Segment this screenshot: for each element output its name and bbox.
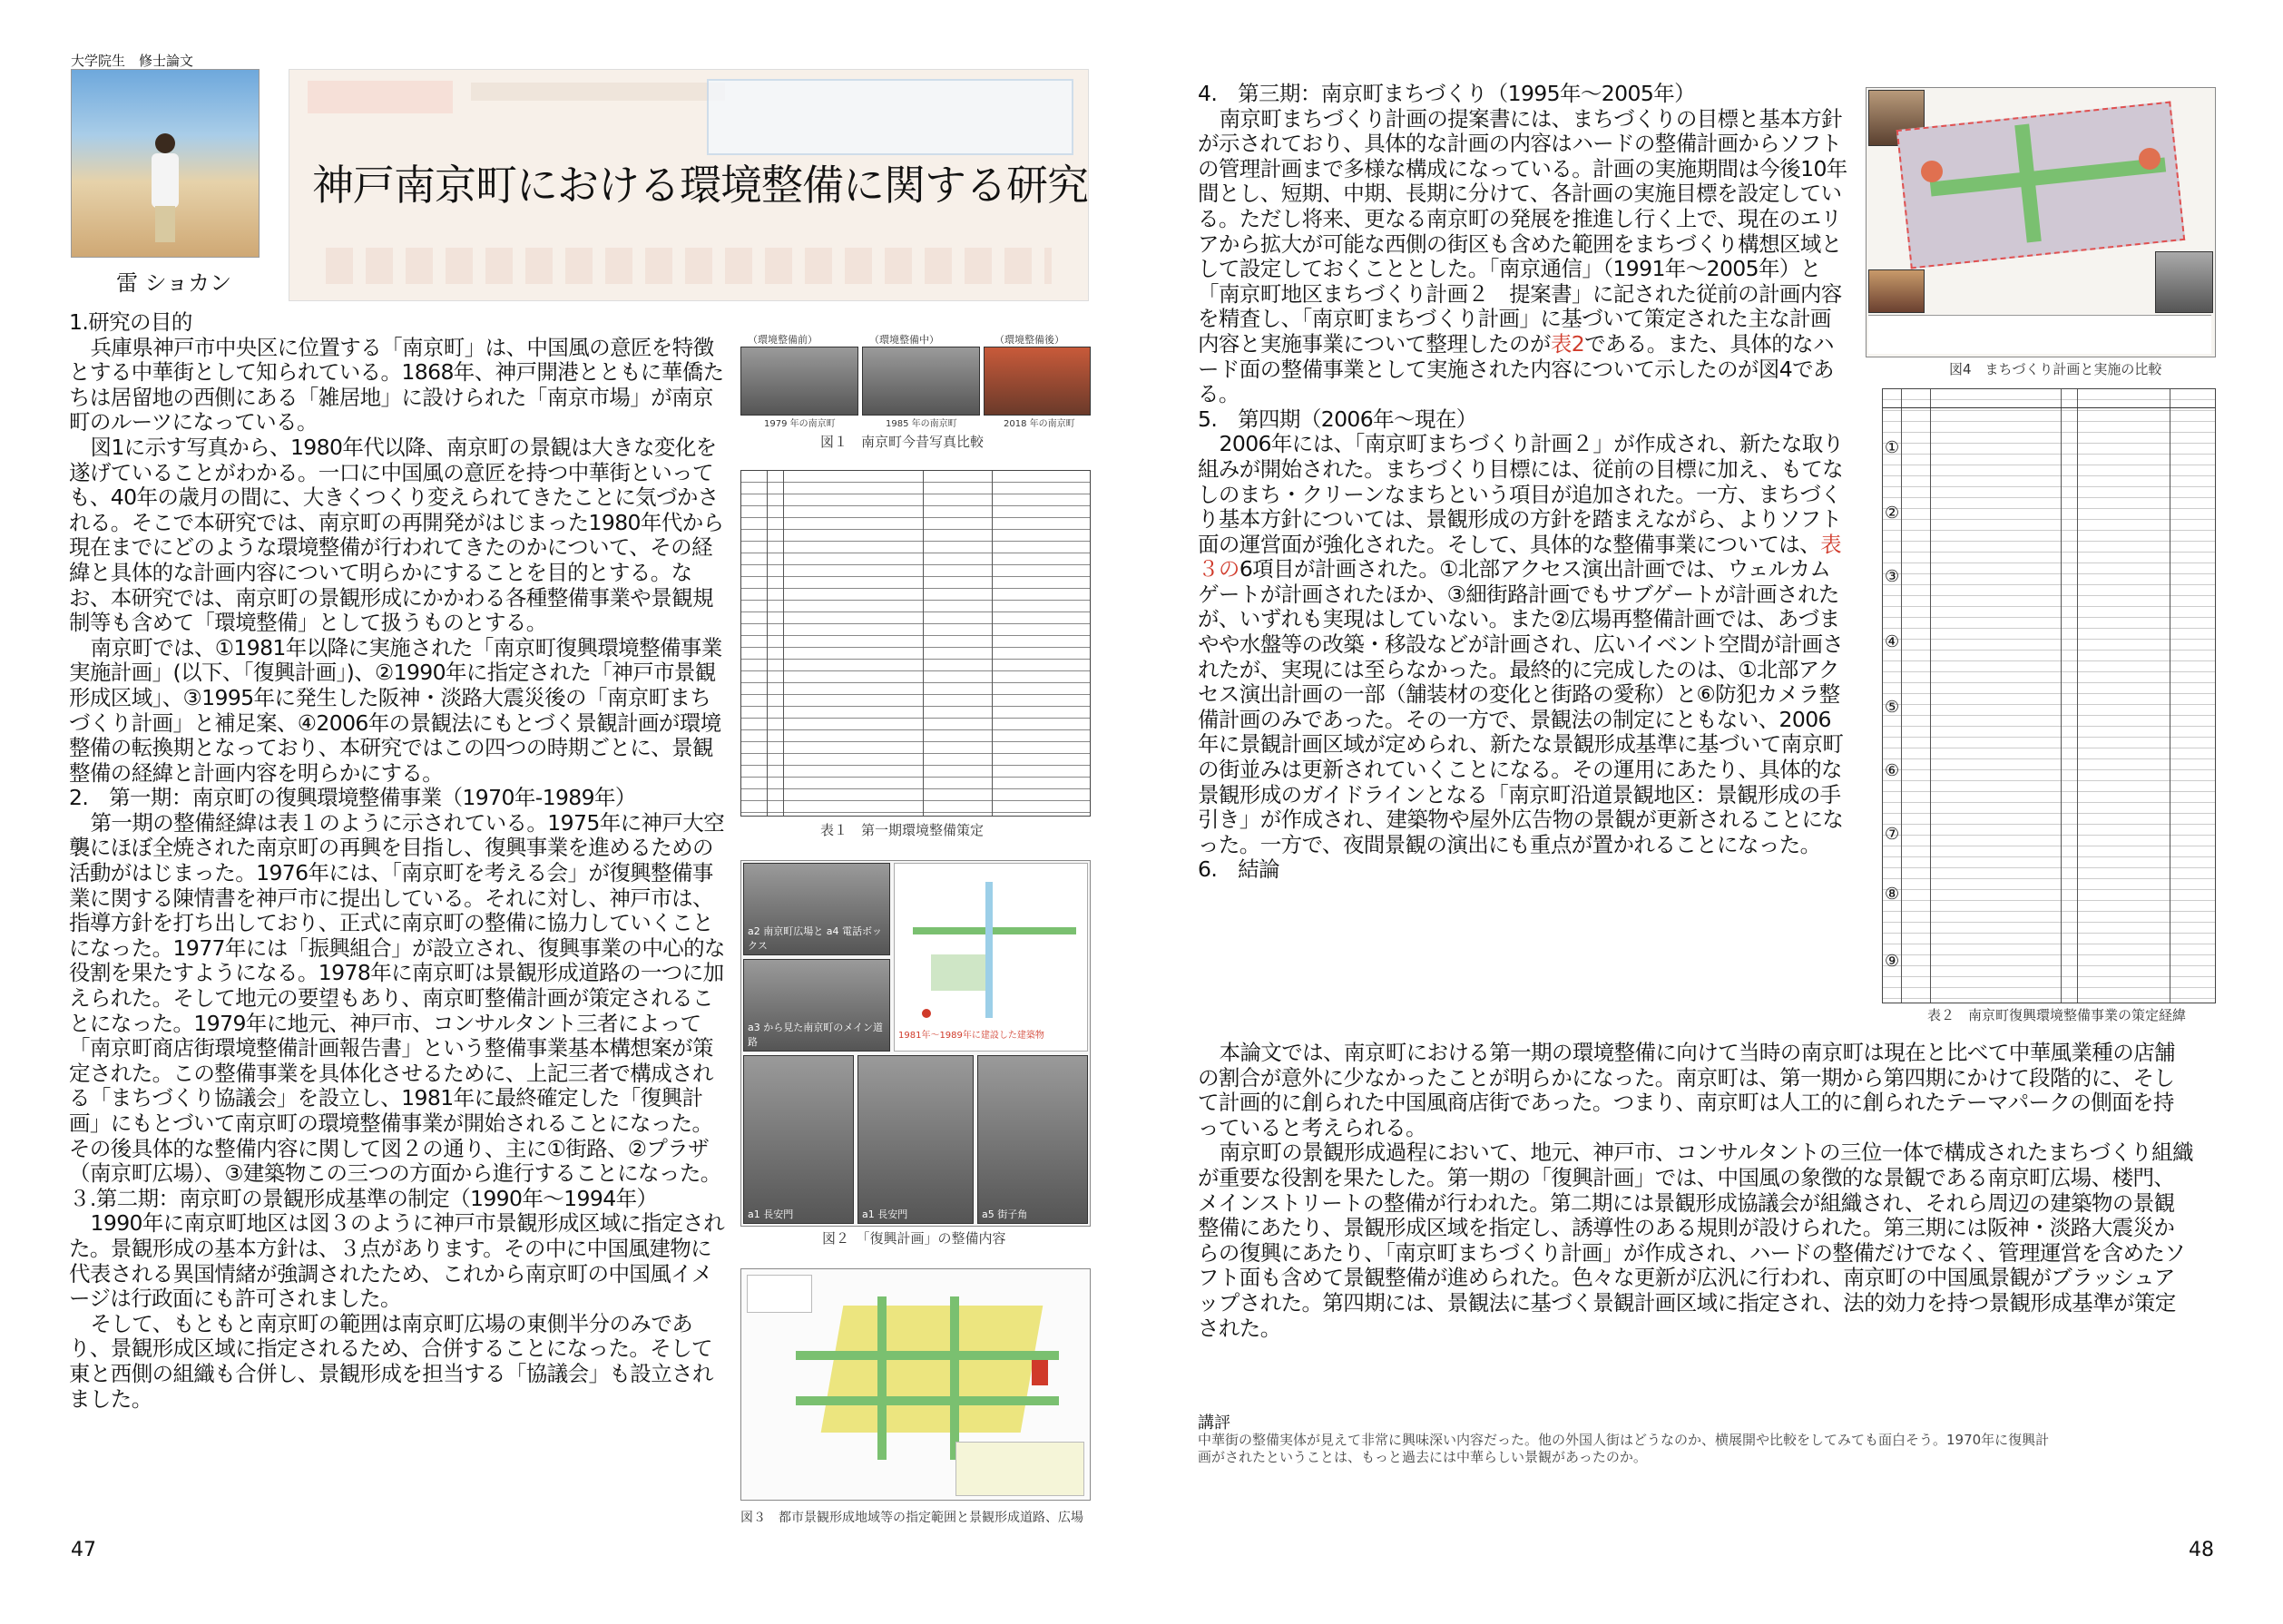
author-name: 雷 ショカン xyxy=(116,270,232,296)
page-title: 神戸南京町における環境整備に関する研究 xyxy=(312,161,1088,210)
fig3-caption: 図３ 都市景観形成地域等の指定範囲と景観形成道路、広場 xyxy=(740,1511,1083,1525)
table2-row-2: ② xyxy=(1885,504,1900,523)
table2-row-6: ⑥ xyxy=(1885,761,1900,780)
section-heading: 2. 第一期：南京町の復興環境整備事業（1970年-1989年） xyxy=(69,785,636,811)
fig2-label-a1: a1 長安門 xyxy=(748,1208,794,1220)
author-photo xyxy=(71,69,260,258)
fig2-panel xyxy=(740,860,1091,1227)
section-heading: ３.第二期：南京町の景観形成基準の制定（1990年～1994年） xyxy=(69,1185,658,1211)
table2-row-8: ⑧ xyxy=(1885,885,1900,904)
review-text: 中華街の整備実体が見えて非常に興味深い内容だった。他の外国人街はどうなのか、横展開や比較をしてみても面白そう。1970年に復興計画がされたということは、もっと過去には中華らしい景観があったのか。 xyxy=(1198,1432,2050,1465)
fig4-panel xyxy=(1866,87,2216,357)
paragraph: 南京町まちづくり計画の提案書には、まちづくりの目標と基本方針が示されており、具体的な計画の内容はハードの整備計画からソフトの管理計画まで多様な構成になっている。計画の実施期間は今後10年間とし、短期、中期、長期に分けて、各計画の実施目標を設定している。ただし将来、更なる南京町の発展を推進し行く上で、現在のエリアから拡大が可能な西側の街区も含めた範囲をまちづくり構想区域として設定しておくこととした。「南京通信」（1991年～2005年）と「南京町地区まちづくり計画２ 提案書」に記された従前の計画内容を精査し、「南京町まちづくり計画」に基づいて策定された主な計画内容と実施事業について整理したのが表2である。また、具体的なハード面の整備事業として実施された内容について示したのが図4である。 xyxy=(1198,105,1847,407)
review-heading: 講評 xyxy=(1198,1414,1230,1433)
section-heading: 5. 第四期（2006年～現在） xyxy=(1198,406,1477,432)
paragraph: 南京町では、①1981年以降に実施された「南京町復興環境整備事業実施計画」(以下、「復興計画」)、②1990年に指定された「神戸市景観形成区域」、③1995年に発生した阪神・淡路大震災後の「南京町まちづくり計画」と補足案、④2006年の景観法にもとづく景観計画が環境整備の転換期となっており、本研究ではこの四つの時期ごとに、景観整備の経緯と計画内容を明らかにする。 xyxy=(69,634,722,786)
paragraph: 南京町の景観形成過程において、地元、神戸市、コンサルタントの三位一体で構成されたまちづくり組織が重要な役割を果たした。第一期の「復興計画」では、中国風の象徴的な景観である南京町広場、楼門、メインストリートの整備が行われた。第二期には景観形成協議会が組織され、それら周辺の建築物の景観整備にあたり、景観形成区域を指定し、誘導性のある規則が設けられた。第三期には阪神・淡路大震災からの復興にあたり、「南京町まちづくり計画」が作成され、ハードの整備だけでなく、管理運営を含めたソフト面も含めて景観整備が進められた。色々な更新が広汎に行われ、南京町の中国風景観がブラッシュアップされた。第四期には、景観法に基づく景観計画区域に指定され、法的効力を持つ景観形成基準が策定された。 xyxy=(1198,1140,2193,1341)
fig1-label-2: 1985 年の南京町 xyxy=(886,419,957,429)
table2 xyxy=(1882,388,2216,1003)
category-label: 大学院生 修士論文 xyxy=(71,53,194,69)
fig4-caption: 図4 まちづくり計画と実施の比較 xyxy=(1949,361,2162,377)
fig1-head-1: （環境整備前） xyxy=(748,334,818,346)
paragraph: そして、もともと南京町の範囲は南京町広場の東側半分のみであり、景観形成区域に指定されるため、合併することになった。そして東と西側の組織も合併し、景観形成を担当する「協議会」も設立されました。 xyxy=(69,1310,713,1412)
right-body-top xyxy=(1198,82,1849,883)
paragraph: 兵庫県神戸市中央区に位置する「南京町」は、中国風の意匠を特徴とする中華街として知られている。1868年、神戸開港とともに華僑たちは居留地の西側にある「雑居地」に設けられた「南京市場」が南京町のルーツになっている。 xyxy=(69,334,724,435)
fig2-label-a1b: a1 長安門 xyxy=(862,1208,908,1220)
fig2-legend: 1981年～1989年に建設した建築物 xyxy=(898,1031,1044,1041)
table2-row-5: ⑤ xyxy=(1885,698,1900,717)
section-heading: 4. 第三期：南京町まちづくり（1995年～2005年） xyxy=(1198,81,1695,106)
left-body xyxy=(69,310,726,1412)
table1-caption: 表１ 第一期環境整備策定 xyxy=(820,822,985,838)
fig1-head-3: （環境整備後） xyxy=(995,334,1064,346)
table2-row-4: ④ xyxy=(1885,632,1900,651)
fig1-head-2: （環境整備中） xyxy=(869,334,939,346)
paragraph: 第一期の整備経緯は表１のように示されている。1975年に神戸大空襲にほぼ全焼された南京町の再興を目指し、復興事業を進めるための活動がはじまった。1976年には、「南京町を考える会」が復興整備事業に関する陳情書を神戸市に提出している。それに対し、神戸市は、指導方針を打ち出しており、正式に南京町の整備に協力していくことになった。1977年には「振興組合」が設立され、復興事業の中心的な役割を果たすようになる。1978年に南京町は景観形成道路の一つに加えられた。そして地元の要望もあり、南京町整備計画が策定されることになった。1979年に地元、神戸市、コンサルタント三者によって「南京町商店街環境整備計画報告書」という整備事業基本構想案が策定された。この整備事業を具体化させるために、上記三者で構成される「まちづくり協議会」を設立し、1981年に最終確定した「復興計画」にもとづいて南京町の環境整備事業が開始されることになった。その後具体的な整備内容に関して図２の通り、主に①街路、②プラザ（南京町広場）、③建築物この三つの方面から進行することになった。 xyxy=(69,809,725,1187)
table3-ref[interactable]: 表３の xyxy=(1198,531,1841,582)
fig1-photo-1985 xyxy=(862,347,980,416)
paragraph: 図1に示す写真から、1980年代以降、南京町の景観は大きな変化を遂げていることがわかる。一口に中国風の意匠を持つ中華街といっても、40年の歳月の間に、大きくつくり変えられてきたことに気づかされる。そこで本研究では、南京町の再開発がはじまった1980年代から現在までにどのような環境整備が行われてきたのかについて、その経緯と具体的な計画内容について明らかにすることを目的とする。なお、本研究では、南京町の景観形成にかかわる各種整備事業や景観規制等も含めて「環境整備」として扱うものとする。 xyxy=(69,434,724,636)
table2-caption: 表２ 南京町復興環境整備事業の策定経緯 xyxy=(1927,1007,2187,1023)
table2-row-3: ③ xyxy=(1885,567,1900,586)
paragraph: 2006年には、「南京町まちづくり計画２」が作成され、新たな取り組みが開始された。まちづくり目標には、従前の目標に加え、もてなしのまち・クリーンなまちという項目が追加された。一方、まちづくり基本方針については、景観形成の方針を踏まえながら、よりソフト面の運営面が強化された。そして、具体的な整備事業については、表３の6項目が計画された。①北部アクセス演出計画では、ウェルカムゲートが計画されたほか、③細街路計画でもサブゲートが計画されたが、いずれも実現はしていない。また②広場再整備計画では、あづまやや水盤等の改築・移設などが計画され、広いイベント空間が計画されたが、実現には至らなかった。最終的に完成したのは、①北部アクセス演出計画の一部（舗装材の変化と街路の愛称）と⑥防犯カメラ整備計画のみであった。その一方で、景観法の制定にともない、2006年に景観計画区域が定められ、新たな景観形成基準に基づいて南京町の街並みは更新されていくことになる。その運用にあたり、具体的な景観形成のガイドラインとなる「南京町沿道景観地区：景観形成の手引き」が作成され、建築物や屋外広告物の景観が更新されることになった。一方で、夜間景観の演出にも重点が置かれることになった。 xyxy=(1198,431,1844,857)
table1 xyxy=(740,470,1091,817)
fig1-photo-1979 xyxy=(740,347,858,416)
fig1-label-1: 1979 年の南京町 xyxy=(764,419,836,429)
table2-row-1: ① xyxy=(1885,438,1900,457)
fig3-map xyxy=(740,1268,1091,1501)
fig1-label-3: 2018 年の南京町 xyxy=(1004,419,1075,429)
fig2-caption: 図２ 「復興計画」の整備内容 xyxy=(822,1230,1006,1247)
table2-row-9: ⑨ xyxy=(1885,952,1900,971)
page-number-right: 48 xyxy=(2189,1539,2214,1561)
fig2-label-a3: a3 から見た南京町のメイン道路 xyxy=(748,1022,884,1048)
page-number-left: 47 xyxy=(71,1539,96,1561)
table2-ref[interactable]: 表2 xyxy=(1550,330,1585,357)
fig2-label-a2: a2 南京町広場と a4 電話ボックス xyxy=(748,925,882,952)
fig2-label-a5: a5 街子角 xyxy=(982,1208,1028,1220)
table2-row-7: ⑦ xyxy=(1885,825,1900,844)
fig1-caption: 図１ 南京町今昔写真比較 xyxy=(820,434,985,450)
paragraph: 本論文では、南京町における第一期の環境整備に向けて当時の南京町は現在と比べて中華風業種の店舗の割合が意外に少なかったことが明らかになった。南京町は、第一期から第四期にかけて段階的に、そして計画的に創られた中国風商店街であった。つまり、南京町は人工的に創られたテーマパークの側面を持っていると考えられる。 xyxy=(1198,1040,2175,1140)
section-heading: 6. 結論 xyxy=(1198,856,1279,883)
fig1-photo-2018 xyxy=(984,347,1091,416)
right-body-bottom xyxy=(1198,1041,2194,1341)
paragraph: 1990年に南京町地区は図３のように神戸市景観形成区域に指定された。景観形成の基本方針は、３点があります。その中に中国風建物に代表される異国情緒が強調されたため、これから南京町の中国風イメージは行政面にも許可されました。 xyxy=(69,1210,725,1312)
section-heading: 1.研究の目的 xyxy=(69,309,192,335)
